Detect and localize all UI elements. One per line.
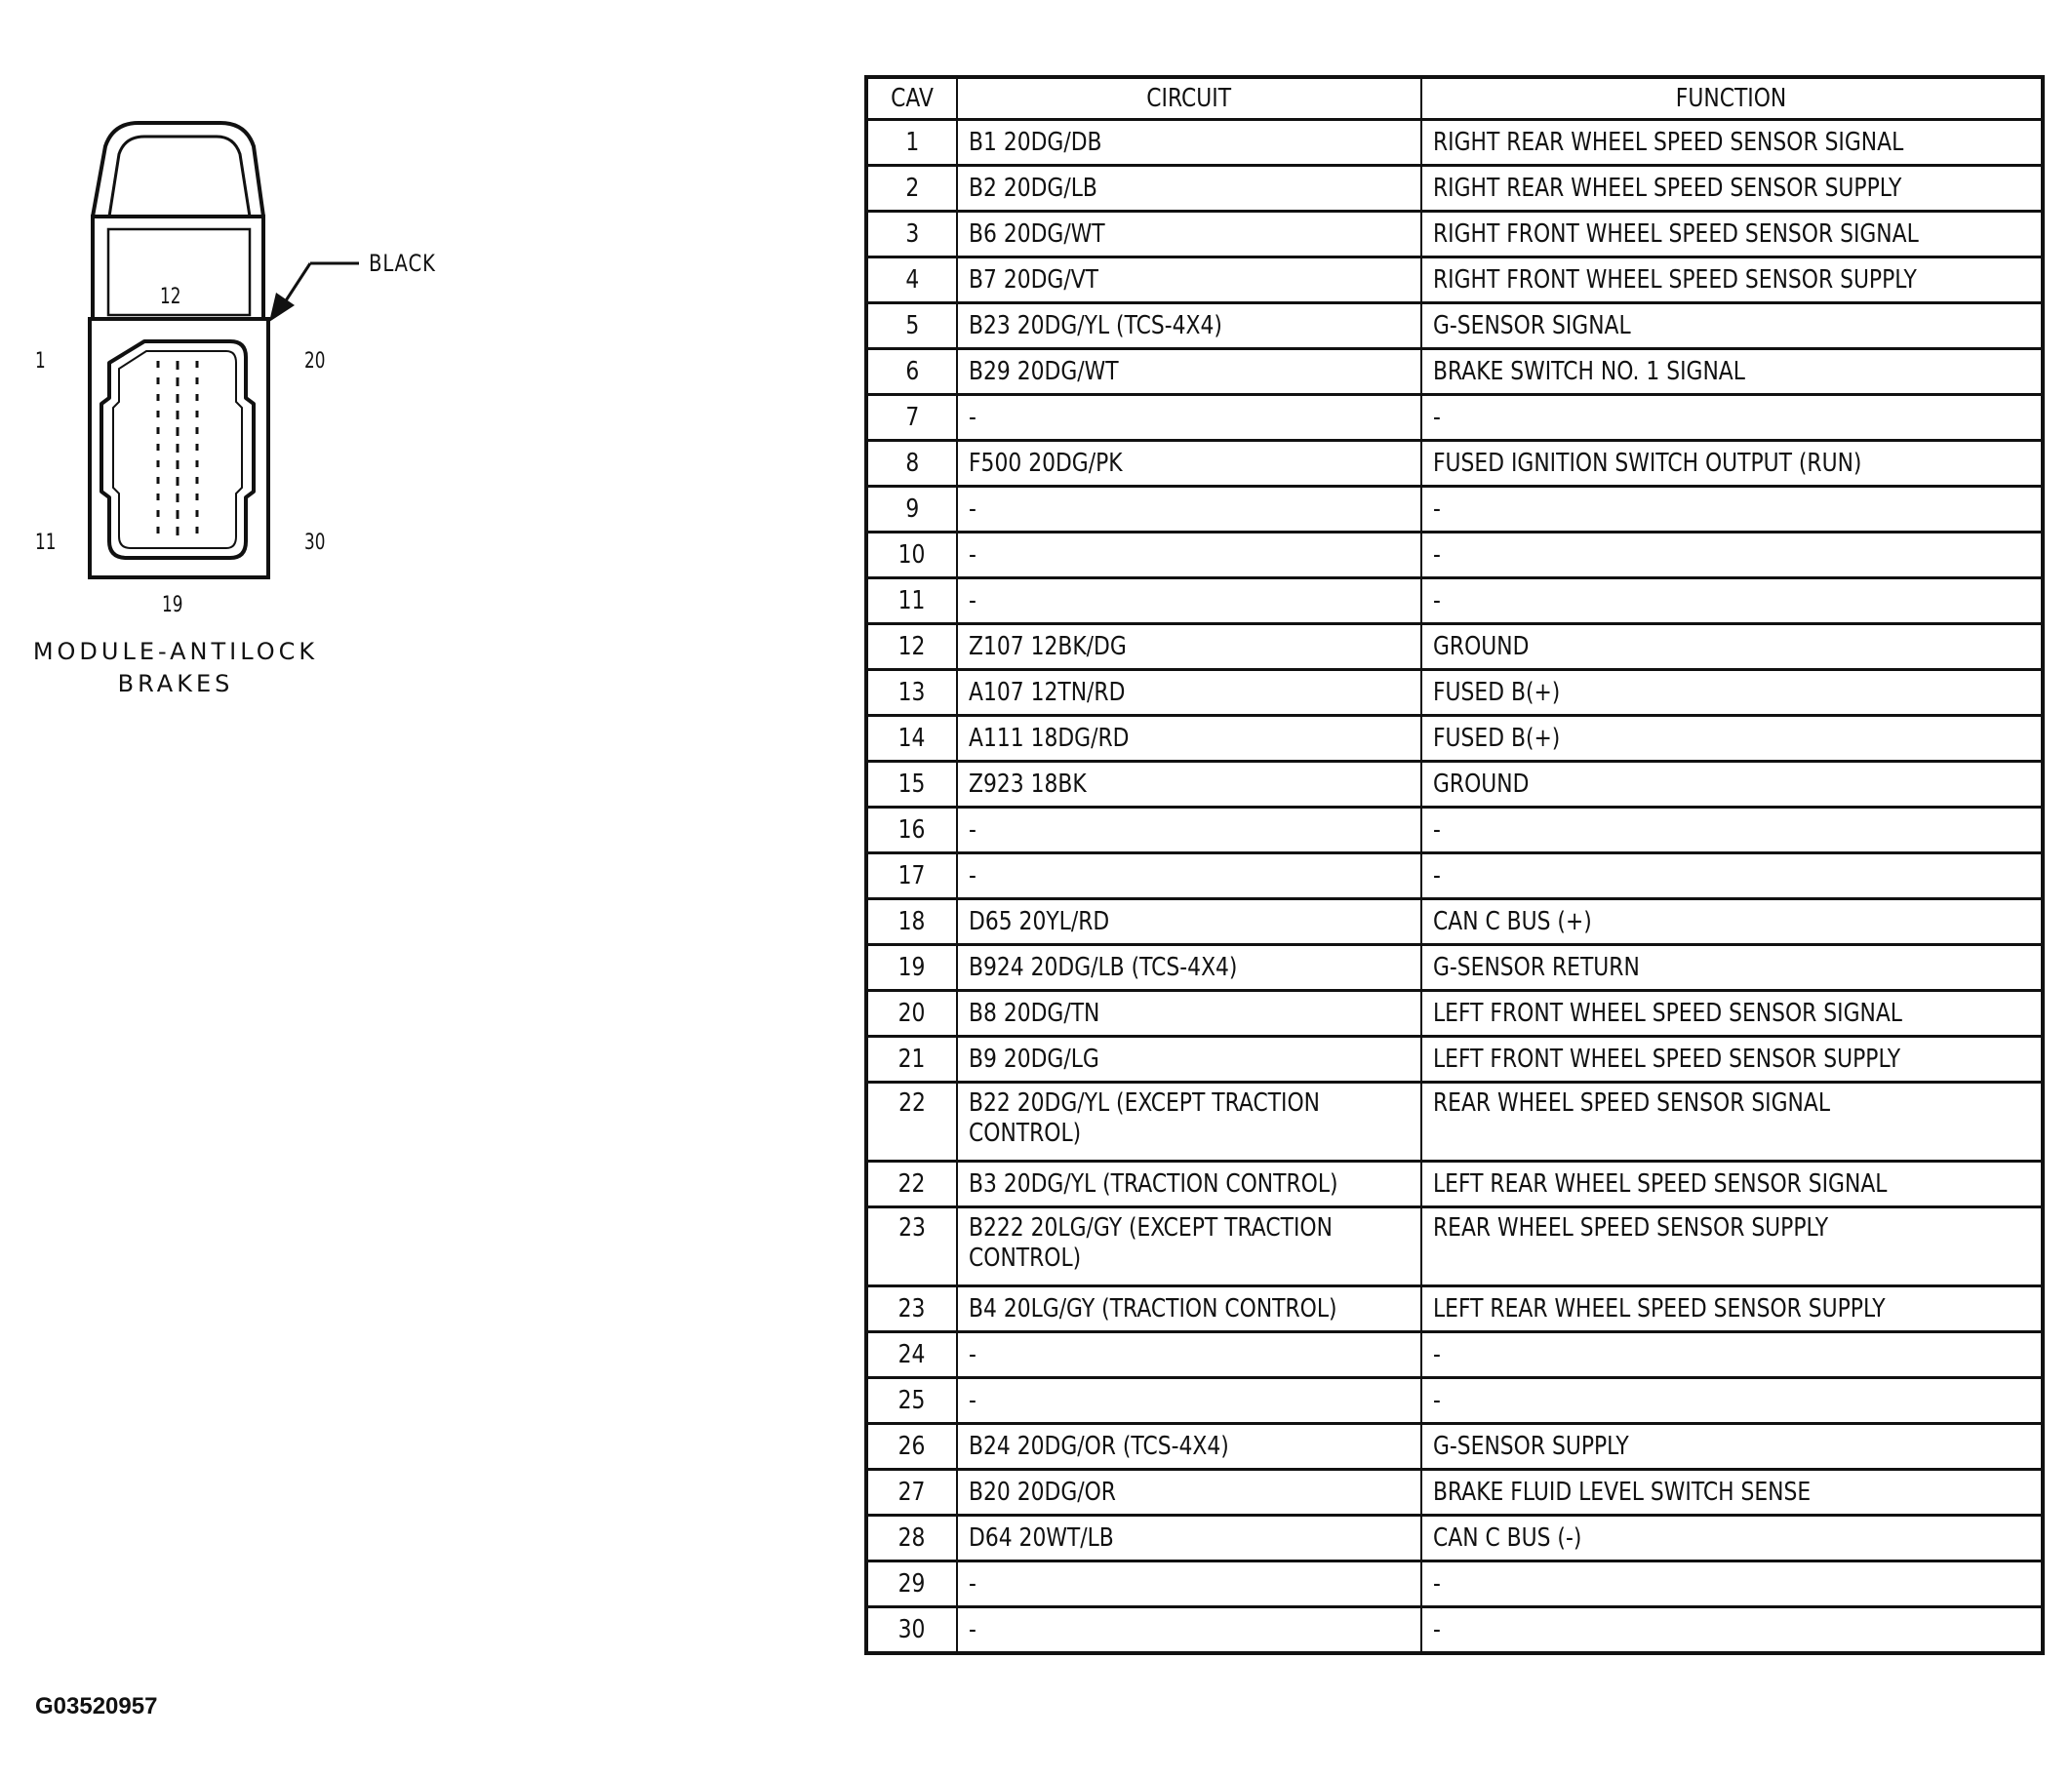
connector-pin (157, 494, 160, 500)
cell-cav-text: 17 (898, 860, 926, 890)
cell-cav-text: 27 (898, 1477, 926, 1507)
cell-circuit (957, 624, 1421, 670)
connector-pin (157, 477, 160, 484)
cell-function-text: CAN C BUS (-) (1433, 1522, 1582, 1553)
connector-pin (196, 444, 199, 451)
pinout-body (866, 120, 2043, 1654)
connector-pin (196, 527, 199, 533)
cell-circuit (957, 395, 1421, 441)
cell-circuit (957, 578, 1421, 624)
cell-function-text: BRAKE SWITCH NO. 1 SIGNAL (1433, 356, 1745, 386)
cell-function (1421, 120, 2043, 166)
cell-function (1421, 395, 2043, 441)
cell-cav-text: 11 (898, 585, 926, 615)
cell-circuit-text: - (969, 814, 976, 845)
cell-circuit-text: B29 20DG/WT (969, 356, 1119, 386)
cell-function (1421, 853, 2043, 899)
cell-circuit (957, 1424, 1421, 1470)
connector-pin (177, 444, 179, 453)
connector-pin (177, 361, 179, 370)
cell-function-text: FUSED IGNITION SWITCH OUTPUT (RUN) (1433, 448, 1862, 478)
cell-circuit-text: B22 20DG/YL (EXCEPT TRACTION CONTROL) (969, 1088, 1321, 1148)
cell-circuit (957, 212, 1421, 257)
cell-function-text: LEFT FRONT WHEEL SPEED SENSOR SUPPLY (1433, 1044, 1901, 1074)
connector-color-label: BLACK (369, 250, 436, 277)
cell-circuit (957, 1286, 1421, 1332)
cell-function-text: - (1433, 494, 1441, 524)
cell-function-text: GROUND (1433, 769, 1530, 799)
cell-cav-text: 23 (898, 1213, 926, 1243)
connector-pin (177, 527, 179, 535)
connector-pin (177, 427, 179, 436)
connector-pin (196, 477, 199, 484)
connector-pin (196, 494, 199, 500)
pinout-table (864, 75, 2045, 1655)
cell-circuit-text: A111 18DG/RD (969, 723, 1130, 753)
cell-cav-text: 1 (905, 127, 919, 157)
table-row (866, 578, 2043, 624)
cell-cav-text: 8 (905, 448, 919, 478)
table-row (866, 1378, 2043, 1424)
cell-circuit-text: - (969, 1568, 976, 1599)
cell-circuit (957, 762, 1421, 808)
connector-pin (157, 444, 160, 451)
cell-cav-text: 14 (898, 723, 926, 753)
table-row (866, 991, 2043, 1037)
cell-circuit-text: F500 20DG/PK (969, 448, 1123, 478)
cell-circuit (957, 1083, 1421, 1162)
table-row (866, 1037, 2043, 1083)
cell-function-text: - (1433, 814, 1441, 845)
module-caption (20, 636, 332, 700)
cell-function (1421, 1424, 2043, 1470)
cell-function-text: - (1433, 539, 1441, 570)
cell-circuit-text: B222 20LG/GY (EXCEPT TRACTION CONTROL) (969, 1213, 1333, 1273)
table-row (866, 1286, 2043, 1332)
table-row (866, 1332, 2043, 1378)
module-name-line2: BRAKES (117, 670, 234, 697)
cell-function (1421, 1378, 2043, 1424)
cell-function-text: RIGHT REAR WHEEL SPEED SENSOR SIGNAL (1433, 127, 1904, 157)
cell-function-text: BRAKE FLUID LEVEL SWITCH SENSE (1433, 1477, 1812, 1507)
cell-cav (866, 1607, 957, 1654)
cell-function-text: - (1433, 402, 1441, 432)
cavity-label-11: 11 (35, 531, 57, 555)
cell-function-text: - (1433, 1614, 1441, 1644)
cell-cav-text: 6 (905, 356, 919, 386)
cell-circuit-text: B2 20DG/LB (969, 173, 1097, 203)
cell-function (1421, 1162, 2043, 1207)
cell-cav (866, 349, 957, 395)
cell-function (1421, 899, 2043, 945)
cell-function (1421, 212, 2043, 257)
connector-pin (157, 427, 160, 434)
cell-function (1421, 441, 2043, 487)
table-row (866, 945, 2043, 991)
cell-cav (866, 716, 957, 762)
cell-cav (866, 808, 957, 853)
module-name-line1: MODULE-ANTILOCK (32, 638, 319, 665)
figure-id: G03520957 (35, 1693, 158, 1719)
cell-function-text: LEFT REAR WHEEL SPEED SENSOR SIGNAL (1433, 1168, 1888, 1199)
connector-pin (157, 510, 160, 517)
cell-cav (866, 624, 957, 670)
table-row (866, 120, 2043, 166)
table-row (866, 1561, 2043, 1607)
cell-circuit (957, 1470, 1421, 1516)
cell-circuit-text: D64 20WT/LB (969, 1522, 1114, 1553)
connector-pin (177, 394, 179, 403)
cell-circuit-text: B9 20DG/LG (969, 1044, 1099, 1074)
connector-pin (196, 510, 199, 517)
cell-circuit-text: - (969, 494, 976, 524)
cell-cav (866, 899, 957, 945)
cell-circuit (957, 899, 1421, 945)
connector-pin (177, 494, 179, 502)
cell-cav (866, 991, 957, 1037)
connector-pin (157, 394, 160, 401)
cell-circuit (957, 853, 1421, 899)
cell-function-text: - (1433, 860, 1441, 890)
table-row (866, 349, 2043, 395)
cell-circuit-text: - (969, 1385, 976, 1415)
connector-pin (157, 527, 160, 533)
cell-circuit (957, 808, 1421, 853)
cell-cav (866, 1162, 957, 1207)
table-row (866, 1207, 2043, 1286)
cell-function-text: - (1433, 1385, 1441, 1415)
cell-circuit (957, 349, 1421, 395)
table-row (866, 1083, 2043, 1162)
cell-function-text: FUSED B(+) (1433, 677, 1561, 707)
cell-function-text: G-SENSOR SIGNAL (1433, 310, 1631, 340)
cell-function (1421, 1607, 2043, 1654)
cell-cav-text: 13 (898, 677, 926, 707)
cell-cav-text: 19 (898, 952, 926, 982)
cell-function (1421, 1516, 2043, 1561)
cell-cav-text: 26 (898, 1431, 926, 1461)
cavity-label-1: 1 (35, 349, 46, 374)
cell-cav-text: 23 (898, 1293, 926, 1324)
cell-function (1421, 1286, 2043, 1332)
table-row (866, 762, 2043, 808)
connector-pin (196, 377, 199, 384)
cell-circuit-text: - (969, 1339, 976, 1369)
cell-cav (866, 212, 957, 257)
cell-function-text: GROUND (1433, 631, 1530, 661)
cell-cav-text: 9 (905, 494, 919, 524)
cell-cav (866, 1470, 957, 1516)
table-row (866, 533, 2043, 578)
table-row (866, 212, 2043, 257)
cell-function-text: G-SENSOR SUPPLY (1433, 1431, 1629, 1461)
cell-function-text: - (1433, 585, 1441, 615)
table-row (866, 808, 2043, 853)
cell-cav-text: 16 (898, 814, 926, 845)
cell-function-text: LEFT FRONT WHEEL SPEED SENSOR SIGNAL (1433, 998, 1902, 1028)
table-row (866, 1470, 2043, 1516)
cell-circuit (957, 945, 1421, 991)
cell-cav (866, 1037, 957, 1083)
cell-circuit (957, 257, 1421, 303)
cell-circuit (957, 441, 1421, 487)
header-cav: CAV (866, 77, 957, 120)
cell-circuit (957, 1037, 1421, 1083)
cell-circuit (957, 1332, 1421, 1378)
cell-cav (866, 303, 957, 349)
connector-outline (0, 0, 507, 741)
table-row (866, 303, 2043, 349)
cell-circuit-text: B24 20DG/OR (TCS-4X4) (969, 1431, 1229, 1461)
cell-function-text: REAR WHEEL SPEED SENSOR SIGNAL (1433, 1088, 1831, 1118)
cell-circuit (957, 1378, 1421, 1424)
cell-circuit-text: - (969, 860, 976, 890)
cell-circuit-text: B6 20DG/WT (969, 218, 1105, 249)
cell-function (1421, 349, 2043, 395)
cell-cav (866, 762, 957, 808)
cell-cav-text: 3 (905, 218, 919, 249)
cell-circuit-text: B4 20LG/GY (TRACTION CONTROL) (969, 1293, 1337, 1324)
color-callout-arrowhead (269, 293, 295, 322)
cell-cav-text: 5 (905, 310, 919, 340)
header-circuit: CIRCUIT (957, 77, 1421, 120)
cell-cav-text: 18 (898, 906, 926, 936)
cell-cav (866, 1332, 957, 1378)
cell-circuit-text: B20 20DG/OR (969, 1477, 1116, 1507)
connector-pin (157, 411, 160, 417)
cell-cav-text: 20 (898, 998, 926, 1028)
cell-function-text: - (1433, 1568, 1441, 1599)
cell-cav-text: 21 (898, 1044, 926, 1074)
table-header-row (866, 77, 2043, 120)
cell-circuit (957, 1516, 1421, 1561)
cell-circuit-text: B23 20DG/YL (TCS-4X4) (969, 310, 1222, 340)
cell-function (1421, 945, 2043, 991)
cell-function (1421, 1083, 2043, 1162)
cell-circuit-text: B8 20DG/TN (969, 998, 1100, 1028)
cell-function (1421, 991, 2043, 1037)
cell-cav (866, 166, 957, 212)
connector-pin (157, 377, 160, 384)
cell-circuit (957, 1607, 1421, 1654)
connector-latch-inner (109, 137, 250, 217)
table-row (866, 487, 2043, 533)
cell-circuit-text: - (969, 585, 976, 615)
cell-circuit (957, 991, 1421, 1037)
cell-function (1421, 1470, 2043, 1516)
table-row (866, 1424, 2043, 1470)
cell-circuit (957, 716, 1421, 762)
cell-cav-text: 10 (898, 539, 926, 570)
cell-cav-text: 30 (898, 1614, 926, 1644)
cell-cav-text: 22 (898, 1088, 926, 1118)
cell-function-text: CAN C BUS (+) (1433, 906, 1592, 936)
connector-figure (0, 0, 507, 741)
table-row (866, 899, 2043, 945)
cell-circuit-text: D65 20YL/RD (969, 906, 1110, 936)
cell-cav (866, 1516, 957, 1561)
connector-pin (157, 460, 160, 467)
cell-function (1421, 762, 2043, 808)
table-row (866, 395, 2043, 441)
cell-circuit (957, 533, 1421, 578)
cell-circuit (957, 1162, 1421, 1207)
cell-circuit (957, 1561, 1421, 1607)
cell-circuit-text: B1 20DG/DB (969, 127, 1102, 157)
cell-circuit-text: A107 12TN/RD (969, 677, 1126, 707)
cell-function (1421, 487, 2043, 533)
table-row (866, 1516, 2043, 1561)
header-function: FUNCTION (1421, 77, 2043, 120)
cell-function (1421, 716, 2043, 762)
cell-cav (866, 1286, 957, 1332)
cell-function (1421, 533, 2043, 578)
cell-cav (866, 487, 957, 533)
cell-cav (866, 1561, 957, 1607)
connector-pin (196, 394, 199, 401)
cell-function (1421, 166, 2043, 212)
cell-cav (866, 1083, 957, 1162)
table-row (866, 1162, 2043, 1207)
cell-circuit (957, 303, 1421, 349)
cell-function-text: LEFT REAR WHEEL SPEED SENSOR SUPPLY (1433, 1293, 1886, 1324)
connector-pin (196, 460, 199, 467)
cell-function (1421, 1037, 2043, 1083)
cell-cav (866, 1378, 957, 1424)
cell-cav-text: 29 (898, 1568, 926, 1599)
cell-circuit-text: B7 20DG/VT (969, 264, 1098, 295)
cell-function-text: G-SENSOR RETURN (1433, 952, 1640, 982)
table-row (866, 853, 2043, 899)
cell-cav (866, 395, 957, 441)
cell-function (1421, 808, 2043, 853)
table-row (866, 624, 2043, 670)
table-row (866, 441, 2043, 487)
cell-circuit (957, 166, 1421, 212)
cell-function (1421, 1332, 2043, 1378)
cell-cav (866, 853, 957, 899)
cell-function (1421, 670, 2043, 716)
cell-cav (866, 1207, 957, 1286)
cell-cav-text: 25 (898, 1385, 926, 1415)
cell-circuit-text: - (969, 402, 976, 432)
cell-function (1421, 257, 2043, 303)
cell-function-text: RIGHT FRONT WHEEL SPEED SENSOR SIGNAL (1433, 218, 1919, 249)
cavity-label-12: 12 (160, 285, 181, 309)
cell-cav (866, 120, 957, 166)
cell-circuit (957, 120, 1421, 166)
connector-pin (177, 460, 179, 469)
cavity-label-20: 20 (304, 349, 326, 374)
table-row (866, 1607, 2043, 1654)
cell-cav-text: 28 (898, 1522, 926, 1553)
cell-function (1421, 624, 2043, 670)
cell-function-text: RIGHT REAR WHEEL SPEED SENSOR SUPPLY (1433, 173, 1902, 203)
cell-function (1421, 578, 2043, 624)
cell-cav (866, 1424, 957, 1470)
cell-cav-text: 24 (898, 1339, 926, 1369)
cell-cav (866, 441, 957, 487)
cell-cav-text: 22 (898, 1168, 926, 1199)
cell-cav (866, 257, 957, 303)
cell-circuit-text: Z107 12BK/DG (969, 631, 1127, 661)
cell-cav-text: 7 (905, 402, 919, 432)
cell-cav-text: 4 (905, 264, 919, 295)
cell-cav-text: 2 (905, 173, 919, 203)
cell-function (1421, 303, 2043, 349)
connector-pin (196, 427, 199, 434)
table-row (866, 166, 2043, 212)
cell-function-text: - (1433, 1339, 1441, 1369)
cell-circuit-text: - (969, 539, 976, 570)
table-row (866, 670, 2043, 716)
cell-cav (866, 670, 957, 716)
cavity-label-30: 30 (304, 531, 326, 555)
cell-function (1421, 1207, 2043, 1286)
connector-pin (196, 361, 199, 368)
cell-circuit-text: - (969, 1614, 976, 1644)
cell-cav (866, 578, 957, 624)
cell-circuit-text: B924 20DG/LB (TCS-4X4) (969, 952, 1238, 982)
connector-pin (177, 411, 179, 419)
cell-function-text: FUSED B(+) (1433, 723, 1561, 753)
connector-pin (177, 477, 179, 486)
table-row (866, 257, 2043, 303)
cell-cav (866, 945, 957, 991)
connector-pin-rows (157, 361, 199, 535)
connector-pin (196, 411, 199, 417)
cell-circuit-text: Z923 18BK (969, 769, 1087, 799)
connector-pin (177, 377, 179, 386)
cell-circuit (957, 487, 1421, 533)
cell-cav-text: 12 (898, 631, 926, 661)
connector-pin (177, 510, 179, 519)
cell-circuit (957, 1207, 1421, 1286)
cell-function-text: REAR WHEEL SPEED SENSOR SUPPLY (1433, 1213, 1829, 1243)
cavity-label-19: 19 (162, 593, 183, 617)
cell-circuit (957, 670, 1421, 716)
cell-function-text: RIGHT FRONT WHEEL SPEED SENSOR SUPPLY (1433, 264, 1917, 295)
table-row (866, 716, 2043, 762)
cell-cav-text: 15 (898, 769, 926, 799)
cell-cav (866, 533, 957, 578)
cell-function (1421, 1561, 2043, 1607)
cell-circuit-text: B3 20DG/YL (TRACTION CONTROL) (969, 1168, 1338, 1199)
connector-pin (157, 361, 160, 368)
